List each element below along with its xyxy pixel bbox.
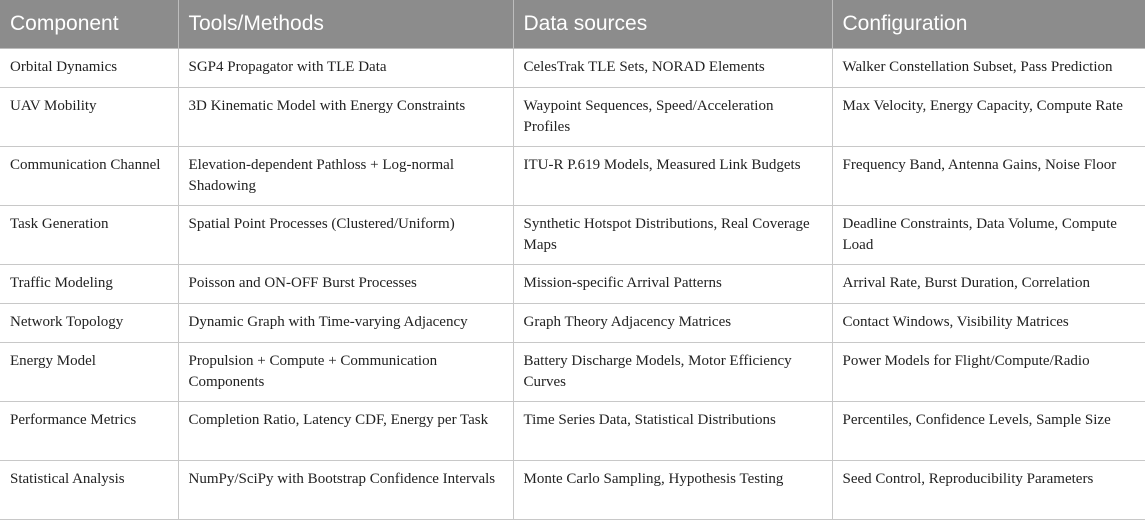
cell-tools-methods: NumPy/SciPy with Bootstrap Confidence Intervals	[178, 461, 513, 520]
cell-component: Task Generation	[0, 206, 178, 265]
cell-data-sources: Waypoint Sequences, Speed/Acceleration Profiles	[513, 88, 832, 147]
cell-configuration: Arrival Rate, Burst Duration, Correlation	[832, 265, 1145, 304]
table-row	[0, 88, 1145, 147]
cell-tools-methods: SGP4 Propagator with TLE Data	[178, 49, 513, 88]
cell-component: Energy Model	[0, 343, 178, 402]
cell-data-sources: Graph Theory Adjacency Matrices	[513, 304, 832, 343]
cell-data-sources: ITU-R P.619 Models, Measured Link Budgets	[513, 147, 832, 206]
cell-component: Traffic Modeling	[0, 265, 178, 304]
header-tools-methods: Tools/Methods	[178, 0, 513, 49]
cell-component: Statistical Analysis	[0, 461, 178, 520]
cell-component: UAV Mobility	[0, 88, 178, 147]
header-component: Component	[0, 0, 178, 49]
cell-tools-methods: Dynamic Graph with Time-varying Adjacency	[178, 304, 513, 343]
cell-tools-methods: Poisson and ON-OFF Burst Processes	[178, 265, 513, 304]
header-data-sources: Data sources	[513, 0, 832, 49]
table-row	[0, 402, 1145, 461]
cell-component: Performance Metrics	[0, 402, 178, 461]
cell-configuration: Frequency Band, Antenna Gains, Noise Floor	[832, 147, 1145, 206]
cell-configuration: Seed Control, Reproducibility Parameters	[832, 461, 1145, 520]
cell-configuration: Walker Constellation Subset, Pass Prediction	[832, 49, 1145, 88]
cell-configuration: Deadline Constraints, Data Volume, Compute Load	[832, 206, 1145, 265]
table-row	[0, 265, 1145, 304]
cell-component: Communication Channel	[0, 147, 178, 206]
cell-tools-methods: Elevation-dependent Pathloss + Log-normal Shadowing	[178, 147, 513, 206]
cell-tools-methods: Spatial Point Processes (Clustered/Uniform)	[178, 206, 513, 265]
cell-data-sources: Mission-specific Arrival Patterns	[513, 265, 832, 304]
table-row	[0, 461, 1145, 520]
cell-data-sources: CelesTrak TLE Sets, NORAD Elements	[513, 49, 832, 88]
cell-data-sources: Synthetic Hotspot Distributions, Real Coverage Maps	[513, 206, 832, 265]
cell-configuration: Max Velocity, Energy Capacity, Compute Rate	[832, 88, 1145, 147]
cell-component: Network Topology	[0, 304, 178, 343]
table-row	[0, 49, 1145, 88]
header-configuration: Configuration	[832, 0, 1145, 49]
cell-tools-methods: 3D Kinematic Model with Energy Constraints	[178, 88, 513, 147]
table-row	[0, 206, 1145, 265]
table-row	[0, 304, 1145, 343]
cell-data-sources: Battery Discharge Models, Motor Efficiency Curves	[513, 343, 832, 402]
cell-tools-methods: Completion Ratio, Latency CDF, Energy per Task	[178, 402, 513, 461]
cell-configuration: Power Models for Flight/Compute/Radio	[832, 343, 1145, 402]
cell-data-sources: Monte Carlo Sampling, Hypothesis Testing	[513, 461, 832, 520]
cell-data-sources: Time Series Data, Statistical Distributions	[513, 402, 832, 461]
cell-tools-methods: Propulsion + Compute + Communication Components	[178, 343, 513, 402]
header-row	[0, 0, 1145, 49]
table-row	[0, 147, 1145, 206]
cell-component: Orbital Dynamics	[0, 49, 178, 88]
cell-configuration: Percentiles, Confidence Levels, Sample Size	[832, 402, 1145, 461]
table-row	[0, 343, 1145, 402]
cell-configuration: Contact Windows, Visibility Matrices	[832, 304, 1145, 343]
